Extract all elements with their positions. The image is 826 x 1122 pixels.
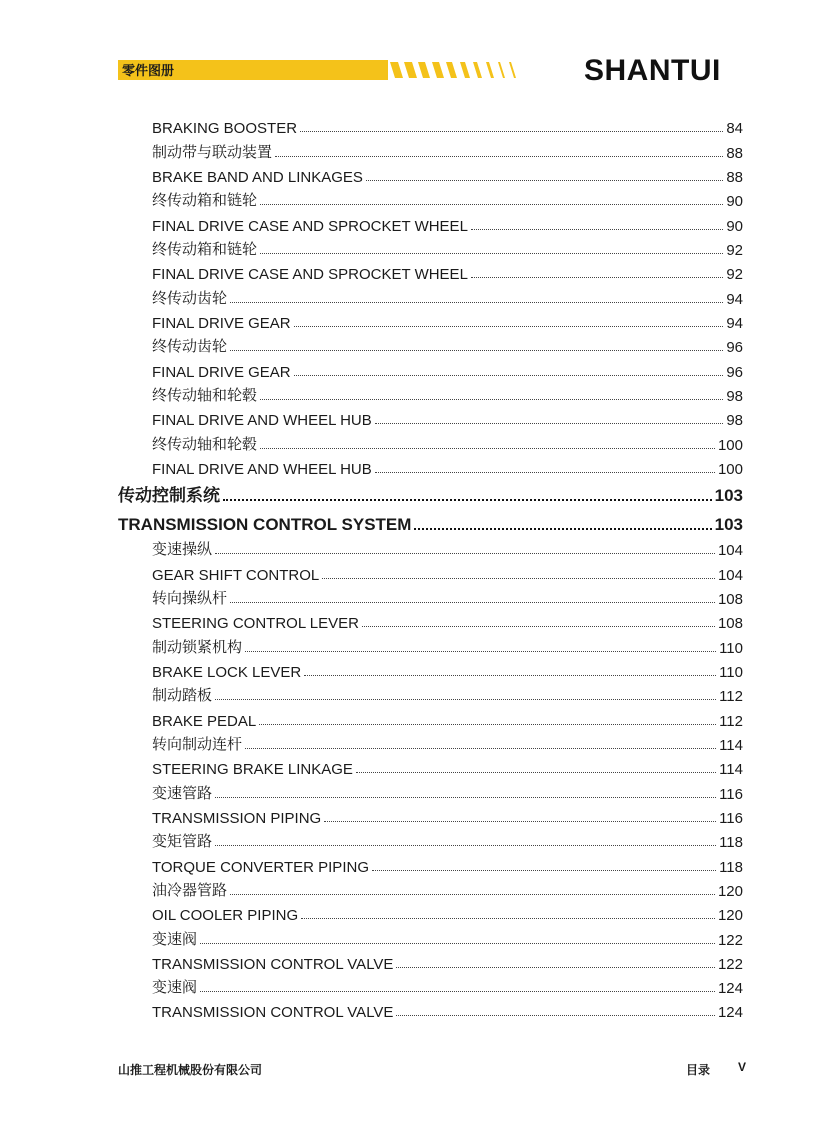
toc-entry[interactable] bbox=[118, 949, 743, 973]
toc-dot-leader bbox=[362, 626, 715, 627]
toc-entry-page: 112 bbox=[719, 688, 743, 706]
toc-dot-leader bbox=[260, 253, 723, 254]
toc-entry-label: 终传动齿轮 bbox=[152, 288, 228, 307]
toc-entry[interactable] bbox=[118, 778, 743, 802]
toc-entry[interactable] bbox=[118, 705, 743, 729]
toc-entry-page: 118 bbox=[719, 834, 743, 852]
toc-entry-label: 终传动箱和链轮 bbox=[152, 239, 258, 258]
toc-entry-page: 103 bbox=[714, 514, 743, 534]
toc-entry[interactable] bbox=[118, 803, 743, 827]
toc-dot-leader bbox=[301, 918, 715, 919]
toc-entry-label: FINAL DRIVE GEAR bbox=[152, 314, 291, 332]
toc-entry-label: BRAKE BAND AND LINKAGES bbox=[152, 168, 363, 186]
toc-dot-leader bbox=[322, 578, 715, 579]
toc-entry-label: 变速管路 bbox=[152, 783, 213, 802]
toc-entry-page: 96 bbox=[726, 363, 743, 381]
toc-entry[interactable] bbox=[118, 657, 743, 681]
header-title: 零件图册 bbox=[122, 64, 175, 79]
toc-dot-leader bbox=[372, 870, 716, 871]
footer-company: 山推工程机械股份有限公司 bbox=[118, 1063, 263, 1077]
toc-entry-page: 84 bbox=[726, 120, 743, 138]
toc-entry-label: FINAL DRIVE AND WHEEL HUB bbox=[152, 460, 372, 478]
toc-entry-label: 制动踏板 bbox=[152, 686, 213, 705]
toc-entry-label: 变速阀 bbox=[152, 929, 198, 948]
toc-section-heading[interactable] bbox=[118, 506, 743, 535]
toc-entry-label: 传动控制系统 bbox=[118, 486, 220, 507]
toc-dot-leader bbox=[230, 350, 723, 351]
toc-entry[interactable] bbox=[118, 924, 743, 948]
toc-entry-page: 103 bbox=[714, 486, 743, 506]
toc-entry-label: STEERING CONTROL LEVER bbox=[152, 615, 359, 633]
toc-entry-page: 100 bbox=[717, 460, 743, 478]
toc-entry-label: TRANSMISSION CONTROL VALVE bbox=[152, 1004, 394, 1022]
toc-entry-page: 114 bbox=[719, 761, 743, 779]
toc-entry-page: 124 bbox=[717, 980, 743, 998]
toc-entry-page: 88 bbox=[726, 144, 743, 162]
toc-entry-page: 110 bbox=[719, 639, 743, 657]
toc-entry-label: BRAKE LOCK LEVER bbox=[152, 663, 302, 681]
toc-entry-page: 90 bbox=[726, 217, 743, 235]
toc-entry-page: 104 bbox=[717, 566, 743, 584]
toc-entry[interactable] bbox=[118, 632, 743, 656]
toc-entry-page: 114 bbox=[719, 736, 743, 754]
toc-entry-label: 终传动轴和轮毂 bbox=[152, 434, 258, 453]
toc-entry-label: 转向制动连杆 bbox=[152, 734, 243, 753]
toc-entry[interactable] bbox=[118, 332, 743, 356]
toc-entry[interactable] bbox=[118, 113, 743, 137]
toc-entry[interactable] bbox=[118, 381, 743, 405]
toc-entry[interactable] bbox=[118, 405, 743, 429]
toc-dot-leader bbox=[471, 277, 723, 278]
toc-entry[interactable] bbox=[118, 754, 743, 778]
toc-dot-leader bbox=[259, 724, 716, 725]
toc-entry-page: 92 bbox=[726, 266, 743, 284]
toc-entry[interactable] bbox=[118, 535, 743, 559]
header-band bbox=[118, 60, 388, 80]
toc-entry-page: 92 bbox=[726, 241, 743, 259]
toc-entry[interactable] bbox=[118, 308, 743, 332]
toc-dot-leader bbox=[200, 943, 715, 944]
toc-dot-leader bbox=[396, 967, 715, 968]
toc-entry[interactable] bbox=[118, 608, 743, 632]
toc-entry-page: 94 bbox=[726, 290, 743, 308]
toc-entry-label: 终传动轴和轮毂 bbox=[152, 385, 258, 404]
toc-entry-label: 油冷器管路 bbox=[152, 880, 228, 899]
toc-entry-label: OIL COOLER PIPING bbox=[152, 907, 299, 925]
toc-dot-leader bbox=[245, 651, 716, 652]
toc-section-heading[interactable] bbox=[118, 478, 743, 507]
toc-entry[interactable] bbox=[118, 454, 743, 478]
toc-entry-label: GEAR SHIFT CONTROL bbox=[152, 566, 320, 584]
toc-dot-leader bbox=[275, 156, 723, 157]
toc-dot-leader bbox=[260, 399, 723, 400]
toc-entry[interactable] bbox=[118, 997, 743, 1021]
toc-entry-label: 终传动齿轮 bbox=[152, 337, 228, 356]
toc-entry-page: 110 bbox=[719, 663, 743, 681]
toc-entry-label: FINAL DRIVE CASE AND SPROCKET WHEEL bbox=[152, 217, 468, 235]
toc-entry-label: 变速阀 bbox=[152, 978, 198, 997]
toc-dot-leader bbox=[375, 472, 715, 473]
shantui-logo: SHANTUI bbox=[584, 54, 721, 87]
toc-entry-page: 120 bbox=[717, 907, 743, 925]
header-stripes-decoration bbox=[390, 58, 550, 82]
toc-entry-page: 116 bbox=[719, 785, 743, 803]
toc-dot-leader bbox=[294, 326, 724, 327]
toc-entry-label: 制动锁紧机构 bbox=[152, 637, 243, 656]
toc-entry-page: 108 bbox=[717, 590, 743, 608]
toc-entry-page: 112 bbox=[719, 712, 743, 730]
toc-dot-leader bbox=[304, 675, 716, 676]
toc-entry-label: 转向操纵杆 bbox=[152, 588, 228, 607]
toc-dot-leader bbox=[215, 845, 716, 846]
toc-entry-label: TRANSMISSION PIPING bbox=[152, 809, 322, 827]
toc-entry-page: 118 bbox=[719, 858, 743, 876]
toc-dot-leader bbox=[300, 131, 723, 132]
toc-entry-label: 制动带与联动装置 bbox=[152, 142, 273, 161]
toc-dot-leader bbox=[230, 602, 715, 603]
toc-entry-page: 98 bbox=[726, 387, 743, 405]
toc-dot-leader bbox=[230, 302, 723, 303]
toc-dot-leader bbox=[230, 894, 715, 895]
toc-entry[interactable] bbox=[118, 186, 743, 210]
toc-entry[interactable] bbox=[118, 900, 743, 924]
toc-entry-label: TRANSMISSION CONTROL VALVE bbox=[152, 955, 394, 973]
toc-dot-leader bbox=[356, 772, 716, 773]
toc-entry-label: 终传动箱和链轮 bbox=[152, 191, 258, 210]
toc-entry[interactable] bbox=[118, 851, 743, 875]
toc-entry-page: 88 bbox=[726, 168, 743, 186]
toc-entry[interactable] bbox=[118, 681, 743, 705]
toc-entry[interactable] bbox=[118, 210, 743, 234]
toc-dot-leader bbox=[215, 553, 715, 554]
toc-entry[interactable] bbox=[118, 429, 743, 453]
toc-entry-page: 124 bbox=[717, 1004, 743, 1022]
toc-entry-label: 变速操纵 bbox=[152, 540, 213, 559]
toc-dot-leader bbox=[215, 699, 716, 700]
toc-entry[interactable] bbox=[118, 356, 743, 380]
toc-entry-label: FINAL DRIVE CASE AND SPROCKET WHEEL bbox=[152, 266, 468, 284]
toc-entry-page: 98 bbox=[726, 412, 743, 430]
toc-dot-leader bbox=[215, 797, 716, 798]
toc-entry-page: 104 bbox=[717, 542, 743, 560]
toc-entry-page: 116 bbox=[719, 809, 743, 827]
toc-entry-label: TORQUE CONVERTER PIPING bbox=[152, 858, 369, 876]
toc-entry[interactable] bbox=[118, 584, 743, 608]
toc-dot-leader bbox=[260, 448, 715, 449]
toc-entry-label: BRAKE PEDAL bbox=[152, 712, 257, 730]
toc-entry-label: FINAL DRIVE AND WHEEL HUB bbox=[152, 412, 372, 430]
toc-dot-leader bbox=[414, 528, 711, 530]
toc-dot-leader bbox=[260, 204, 723, 205]
toc-entry-page: 122 bbox=[717, 955, 743, 973]
footer-page-number: V bbox=[738, 1060, 747, 1074]
footer-section: 目录 bbox=[686, 1063, 711, 1077]
toc-dot-leader bbox=[324, 821, 716, 822]
toc-entry[interactable] bbox=[118, 876, 743, 900]
toc-entry[interactable] bbox=[118, 559, 743, 583]
toc-entry-label: BRAKING BOOSTER bbox=[152, 120, 298, 138]
toc-entry-label: STEERING BRAKE LINKAGE bbox=[152, 761, 353, 779]
toc-entry[interactable] bbox=[118, 973, 743, 997]
toc-dot-leader bbox=[471, 229, 723, 230]
toc-entry-page: 90 bbox=[726, 193, 743, 211]
toc-entry-page: 96 bbox=[726, 339, 743, 357]
toc-entry-label: TRANSMISSION CONTROL SYSTEM bbox=[118, 514, 412, 534]
toc-entry[interactable] bbox=[118, 137, 743, 161]
toc-entry-page: 100 bbox=[717, 436, 743, 454]
page-header bbox=[118, 54, 758, 88]
toc-dot-leader bbox=[375, 423, 724, 424]
toc-dot-leader bbox=[294, 375, 724, 376]
toc-entry-label: 变矩管路 bbox=[152, 832, 213, 851]
toc-entry-page: 108 bbox=[717, 615, 743, 633]
table-of-contents bbox=[118, 113, 743, 1021]
toc-entry-page: 120 bbox=[717, 882, 743, 900]
toc-entry-page: 94 bbox=[726, 314, 743, 332]
toc-entry-label: FINAL DRIVE GEAR bbox=[152, 363, 291, 381]
toc-entry[interactable] bbox=[118, 235, 743, 259]
toc-entry[interactable] bbox=[118, 827, 743, 851]
toc-entry[interactable] bbox=[118, 283, 743, 307]
toc-dot-leader bbox=[223, 499, 712, 501]
toc-entry[interactable] bbox=[118, 162, 743, 186]
toc-dot-leader bbox=[366, 180, 723, 181]
toc-entry[interactable] bbox=[118, 730, 743, 754]
toc-entry[interactable] bbox=[118, 259, 743, 283]
toc-dot-leader bbox=[200, 991, 715, 992]
toc-dot-leader bbox=[396, 1015, 715, 1016]
toc-dot-leader bbox=[245, 748, 716, 749]
toc-entry-page: 122 bbox=[717, 931, 743, 949]
